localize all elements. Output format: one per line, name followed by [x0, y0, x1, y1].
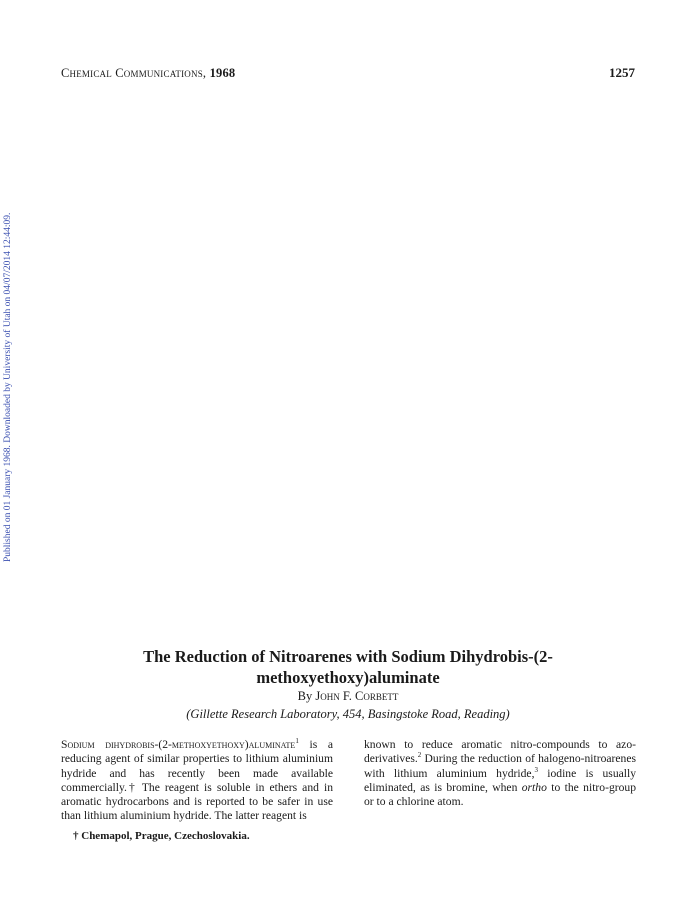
body-text-2: During the reduction of halogeno-nitroarenes with lithium aluminium hydride,	[364, 752, 636, 780]
body-text-1: known to reduce aromatic nitro-compounds to azo-derivatives.	[364, 738, 636, 766]
journal-header	[61, 66, 235, 81]
byline-prefix: By	[297, 689, 313, 703]
download-side-note: Published on 01 January 1968. Downloaded by University of Utah on 04/07/2014 12:44:09.	[3, 212, 13, 562]
journal-name: Chemical Communications,	[61, 66, 207, 80]
author-name: John F. Corbett	[315, 689, 399, 703]
article-title: The Reduction of Nitroarenes with Sodium Dihydrobis-(2-methoxyethoxy)aluminate	[143, 647, 553, 687]
ref-3: 3	[534, 765, 538, 774]
byline	[61, 689, 635, 704]
lead-smallcaps: Sodium dihydrobis-(2-methoxyethoxy)aluminate	[61, 738, 296, 751]
journal-year: 1968	[209, 66, 236, 80]
body-column-left	[61, 738, 333, 824]
ortho-word: ortho	[521, 780, 547, 794]
body-text-1: is a reducing agent of similar properties to lithium aluminium hydride and has recently been made available commercially.† The reagent is soluble in ethers and in aromatic hydrocarbons and is reported to be safer in use than lithium aluminium hydride. The latter reagent is	[61, 738, 333, 823]
page-number: 1257	[609, 65, 635, 80]
footnote: † Chemapol, Prague, Czechoslovakia.	[73, 830, 250, 842]
ref-1: 1	[295, 737, 299, 746]
ref-2: 2	[417, 751, 422, 760]
body-text-3: iodine is usually eliminated, as is bromine, when	[364, 766, 636, 794]
body-text-4: to the nitro-group or to a chlorine atom.	[364, 780, 636, 809]
author-affiliation: (Gillette Research Laboratory, 454, Basingstoke Road, Reading)	[186, 707, 510, 721]
body-column-right	[364, 738, 636, 809]
